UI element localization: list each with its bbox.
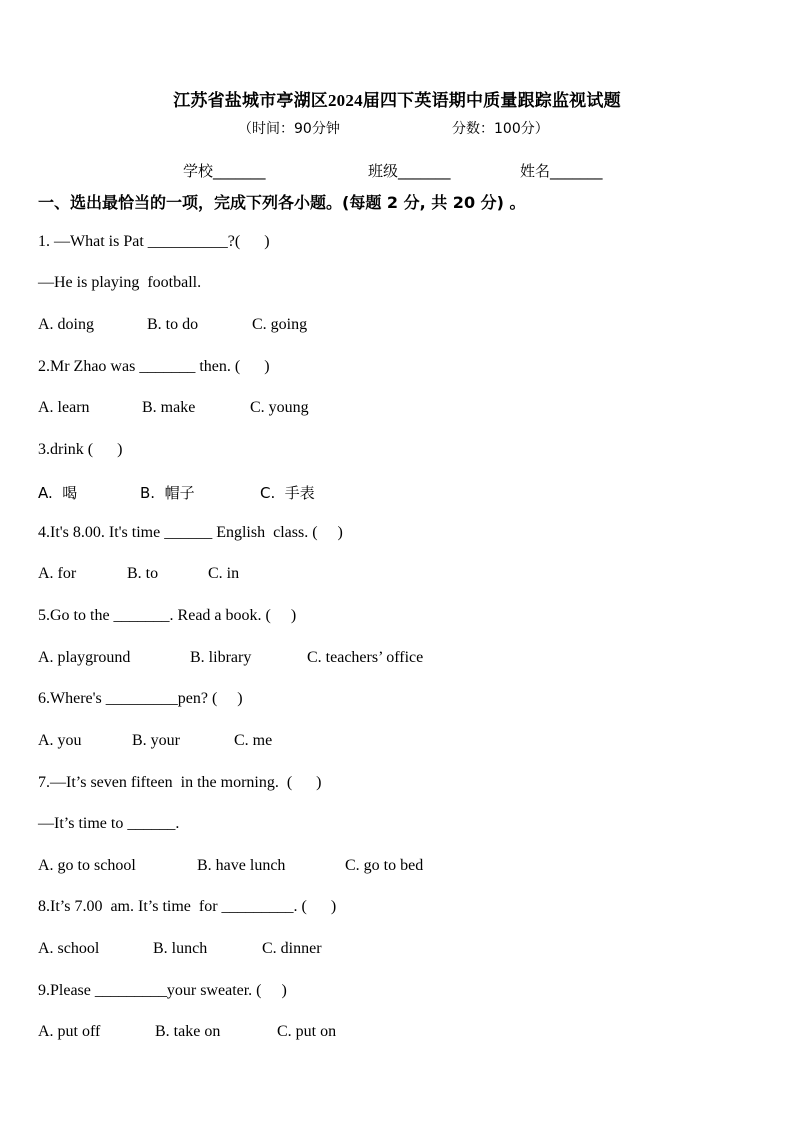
- question-7-stem: 7.—It’s seven fifteen in the morning. ( ): [38, 774, 322, 791]
- question-2-option-b: B. make: [142, 399, 196, 416]
- question-8-option-c: C. dinner: [262, 940, 322, 957]
- exam-score: 分数：100分）: [452, 121, 549, 137]
- question-1-stem: 1. —What is Pat __________?( ): [38, 233, 270, 250]
- question-6-stem: 6.Where's _________pen? ( ): [38, 690, 243, 707]
- question-5-option-b: B. library: [190, 649, 252, 666]
- section-heading: 一、选出最恰当的一项，完成下列各小题。(每题 2 分, 共 20 分) 。: [38, 193, 526, 212]
- question-1-answer-line: —He is playing football.: [38, 274, 202, 291]
- question-6-option-c: C. me: [234, 732, 273, 749]
- question-8-stem: 8.It’s 7.00 am. It’s time for _________. ( ): [38, 898, 337, 915]
- school-field: 学校_______: [183, 162, 266, 180]
- question-8-option-a: A. school: [38, 940, 100, 957]
- question-7-option-a: A. go to school: [38, 857, 136, 874]
- question-4-option-b: B. to: [127, 565, 159, 582]
- question-9-option-c: C. put on: [277, 1023, 337, 1040]
- question-3-option-a: A. 喝: [38, 484, 78, 502]
- question-2-option-a: A. learn: [38, 399, 90, 416]
- question-6-option-b: B. your: [132, 732, 180, 749]
- question-7-answer-line: —It’s time to ______.: [38, 815, 180, 832]
- question-1-option-a: A. doing: [38, 316, 94, 333]
- page-title: 江苏省盐城市亭湖区2024届四下英语期中质量跟踪监视试题: [173, 91, 621, 110]
- question-9-stem: 9.Please _________your sweater. ( ): [38, 982, 287, 999]
- question-5-option-a: A. playground: [38, 649, 131, 666]
- question-3-option-c: C. 手表: [260, 484, 315, 502]
- question-4-stem: 4.It's 8.00. It's time ______ English class. ( ): [38, 524, 343, 541]
- question-3-option-b: B. 帽子: [140, 484, 195, 502]
- question-2-stem: 2.Mr Zhao was _______ then. ( ): [38, 358, 270, 375]
- exam-time: （时间：90分钟: [238, 121, 340, 137]
- question-8-option-b: B. lunch: [153, 940, 208, 957]
- question-5-option-c: C. teachers’ office: [307, 649, 424, 666]
- question-9-option-a: A. put off: [38, 1023, 101, 1040]
- question-1-option-b: B. to do: [147, 316, 199, 333]
- question-9-option-b: B. take on: [155, 1023, 221, 1040]
- question-2-option-c: C. young: [250, 399, 309, 416]
- name-field: 姓名_______: [520, 162, 603, 180]
- question-4-option-c: C. in: [208, 565, 240, 582]
- question-7-option-b: B. have lunch: [197, 857, 286, 874]
- question-1-option-c: C. going: [252, 316, 308, 333]
- question-6-option-a: A. you: [38, 732, 82, 749]
- class-field: 班级_______: [368, 162, 451, 180]
- question-7-option-c: C. go to bed: [345, 857, 424, 874]
- question-4-option-a: A. for: [38, 565, 77, 582]
- question-5-stem: 5.Go to the _______. Read a book. ( ): [38, 607, 297, 624]
- question-3-stem: 3.drink ( ): [38, 441, 123, 458]
